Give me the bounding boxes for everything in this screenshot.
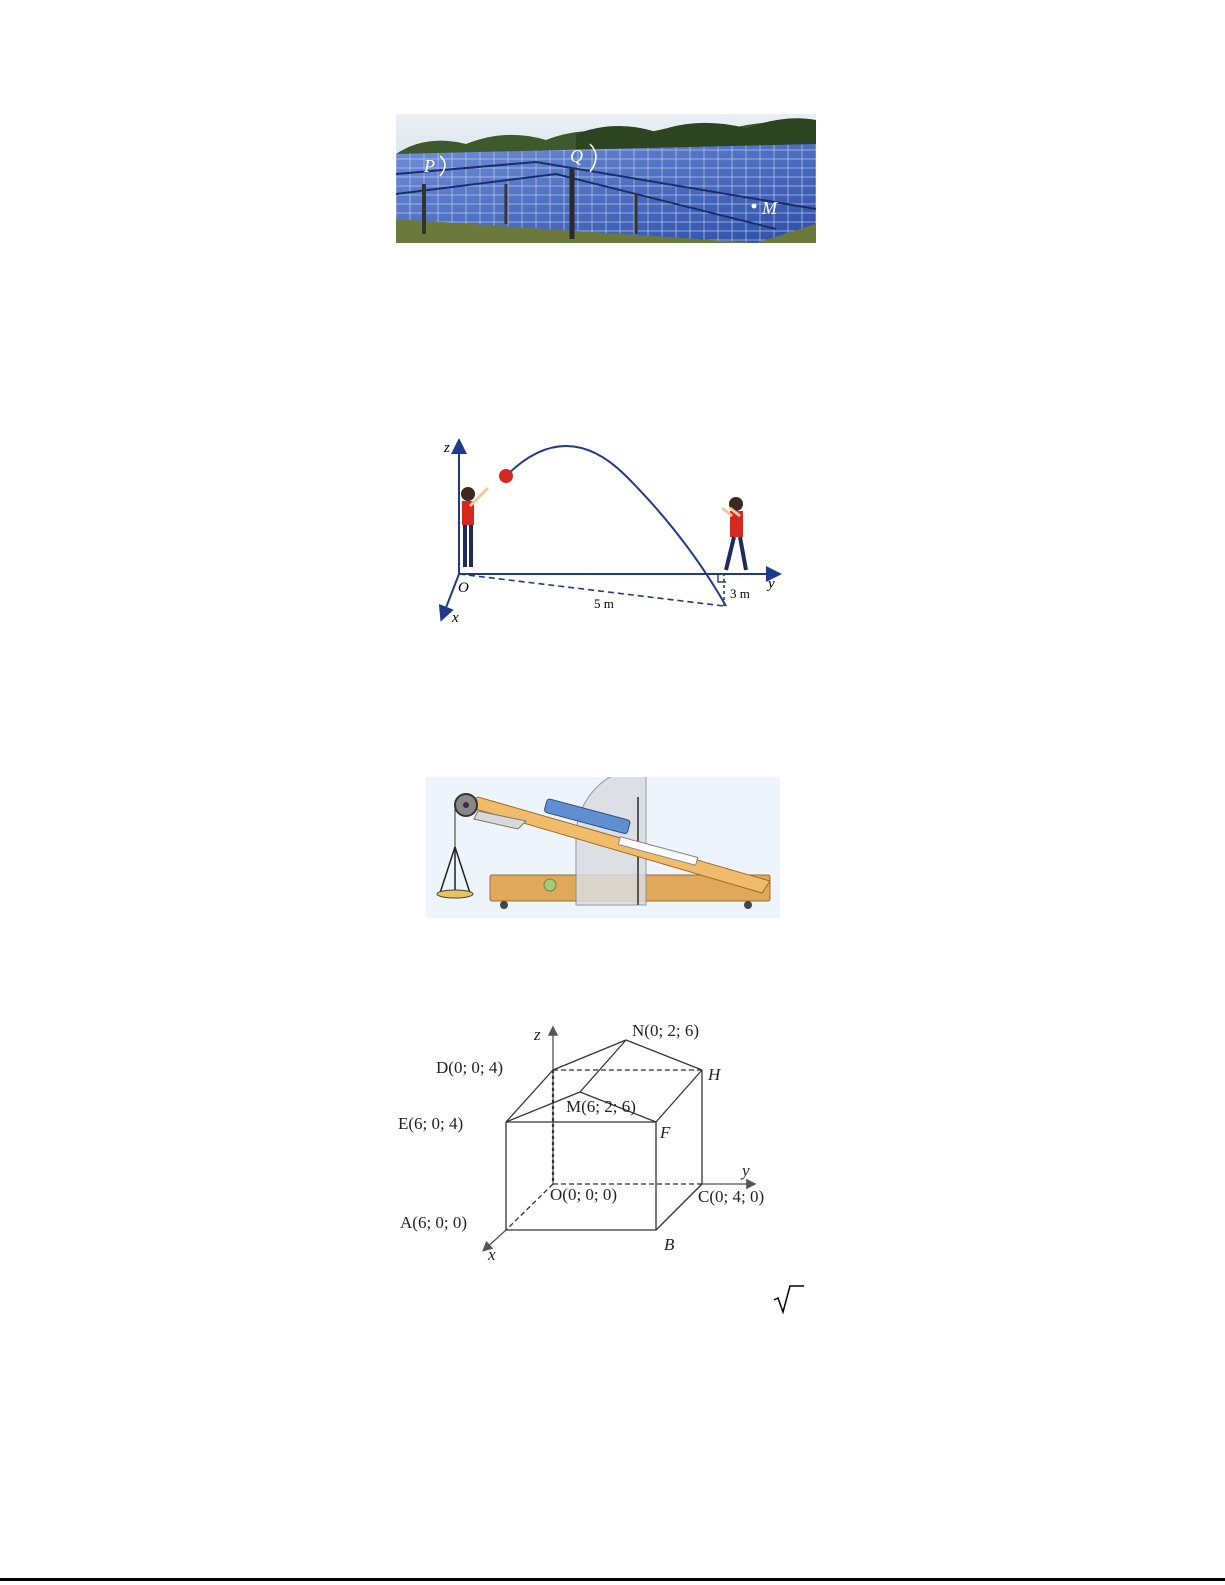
catcher-figure (722, 497, 746, 570)
label-a: A(6; 0; 0) (400, 1213, 468, 1232)
thrower-figure (461, 487, 488, 567)
axis-z-label: z (444, 440, 450, 456)
label-n: N(0; 2; 6) (632, 1021, 700, 1040)
distance-3m: 3 m (730, 586, 750, 601)
edge-fh (656, 1070, 702, 1122)
square-root-icon (770, 1282, 804, 1316)
label-d: D(0; 0; 4) (436, 1058, 504, 1077)
label-p: P (424, 156, 435, 176)
label-m: M(6; 2; 6) (566, 1097, 636, 1116)
label-o: O(0; 0; 0) (550, 1185, 618, 1204)
label-e: E(6; 0; 4) (398, 1114, 464, 1133)
origin-label: O (458, 580, 469, 596)
inclined-plane-apparatus (426, 777, 780, 918)
label-b: B (664, 1235, 675, 1254)
axis-y-label: y (742, 1161, 750, 1180)
house-3d-diagram (392, 1018, 812, 1268)
edge-bc (656, 1184, 702, 1230)
ball (499, 469, 513, 483)
label-c: C(0; 4; 0) (698, 1187, 765, 1206)
edge-ed (506, 1070, 553, 1122)
footer-rule (0, 1578, 1225, 1581)
edge-nh (626, 1040, 702, 1070)
distance-5m: 5 m (594, 596, 614, 611)
label-f: F (660, 1123, 671, 1142)
axis-y-label: y (768, 576, 775, 592)
axis-z-label: z (534, 1025, 541, 1044)
front-face (506, 1122, 656, 1230)
label-q: Q (570, 146, 583, 166)
edge-dn (553, 1040, 626, 1070)
ground-5m (459, 574, 724, 606)
edge-mn (580, 1040, 626, 1092)
label-m: M (762, 198, 777, 218)
axis-x-label: x (488, 1245, 496, 1264)
solar-panel-photo (396, 114, 816, 243)
edge-oa (506, 1184, 553, 1230)
trajectory-curve (506, 446, 726, 606)
axis-x-label: x (452, 610, 459, 626)
ball-throw-diagram (426, 436, 796, 628)
label-h: H (708, 1065, 721, 1084)
